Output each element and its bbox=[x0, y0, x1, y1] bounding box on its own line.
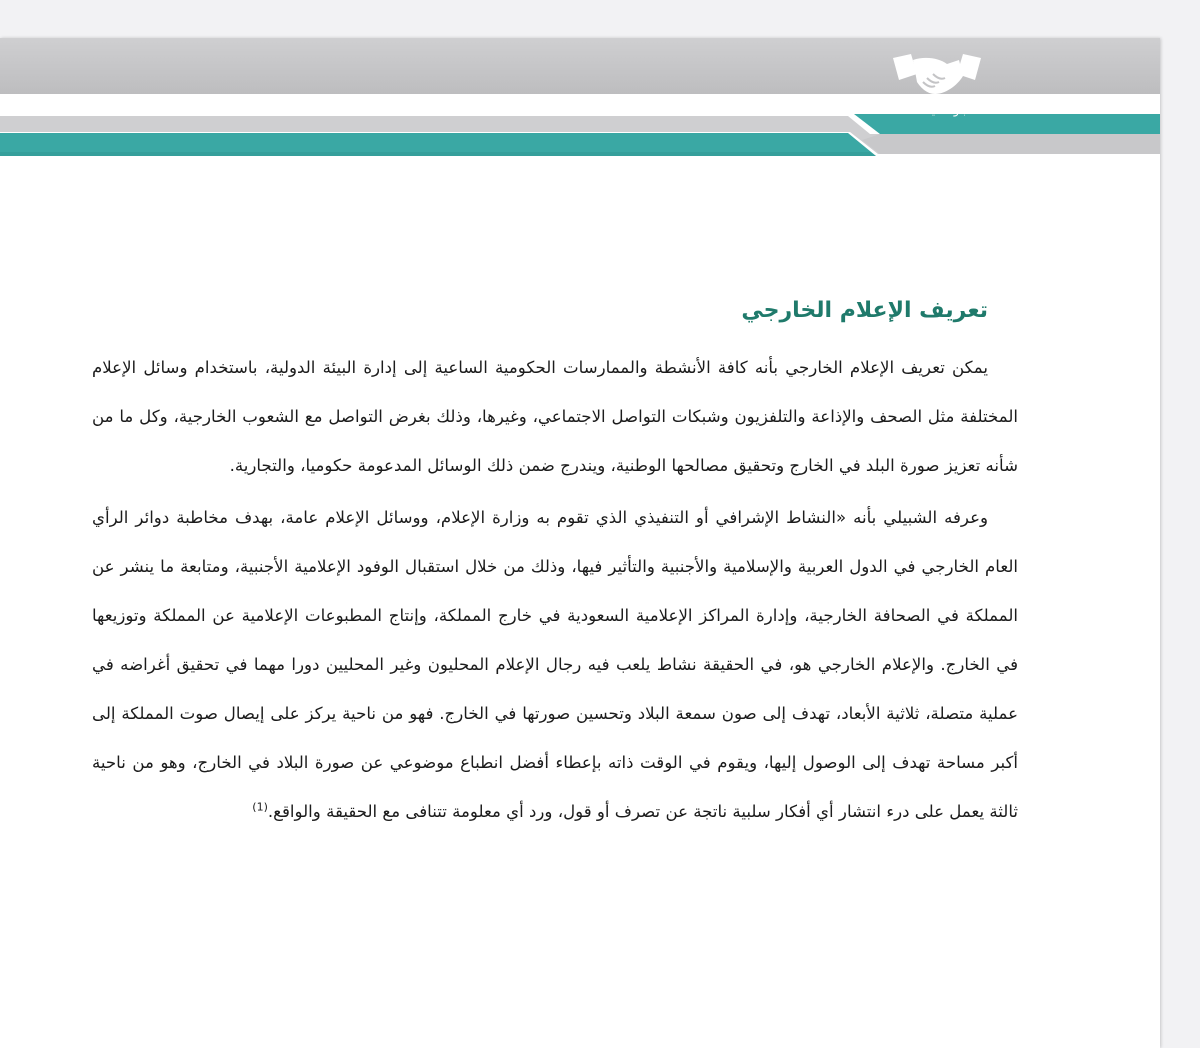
footnote-marker: (1) bbox=[252, 800, 268, 814]
logo bbox=[882, 48, 992, 128]
document-page bbox=[0, 38, 1160, 1048]
section-heading: تعريف الإعلام الخارجي bbox=[741, 298, 988, 323]
handshake-icon bbox=[887, 48, 987, 100]
paragraph-shubaili bbox=[92, 493, 1018, 836]
logo-caption: الدبلوماسية العامة bbox=[895, 104, 979, 117]
paragraph-shubaili-text: وعرفه الشبيلي بأنه «النشاط الإشرافي أو التنفيذي الذي تقوم به وزارة الإعلام، ووسائل الإعلام عامة، بهدف مخاطبة دوائر الرأي العام الخارجي في الدول العربية والإسلامية والأجنبية والتأثير فيها، وذلك من خلال استقبال الوفود الإعلامية الأجنبية، ومتابعة ما ينشر عن المملكة في الصحافة الخارجية، وإدارة المراكز الإعلامية السعودية في خارج المملكة، وإنتاج المطبوعات الإعلامية عن المملكة وتوزيعها في الخارج. والإعلام الخارجي هو، في الحقيقة نشاط يلعب فيه رجال الإعلام المحليون وغير المحليين دورا مهما في تحقيق أغراضه في عملية متصلة، ثلاثية الأبعاد، تهدف إلى صون سمعة البلاد وتحسين صورتها في الخارج. فهو من ناحية يركز على إيصال صوت المملكة إلى أكبر مساحة تهدف إلى الوصول إليها، ويقوم في الوقت ذاته بإعطاء أفضل انطباع موضوعي عن صورة البلاد في الخارج، وهو من ناحية ثالثة يعمل على درء انتشار أي أفكار سلبية ناتجة عن تصرف أو قول، ورد أي معلومة تتنافى مع الحقيقة والواقع. bbox=[92, 508, 1018, 821]
article-body bbox=[92, 291, 1018, 836]
paragraph-definition: يمكن تعريف الإعلام الخارجي بأنه كافة الأنشطة والممارسات الحكومية الساعية إلى إدارة البيئة الدولية، باستخدام وسائل الإعلام المختلفة مثل الصحف والإذاعة والتلفزيون وشبكات التواصل الاجتماعي، وغيرها، وذلك بغرض التواصل مع الشعوب الخارجية، وكل ما من شأنه تعزيز صورة البلد في الخارج وتحقيق مصالحها الوطنية، ويندرج ضمن ذلك الوسائل المدعومة حكوميا، والتجارية. bbox=[92, 358, 1018, 475]
